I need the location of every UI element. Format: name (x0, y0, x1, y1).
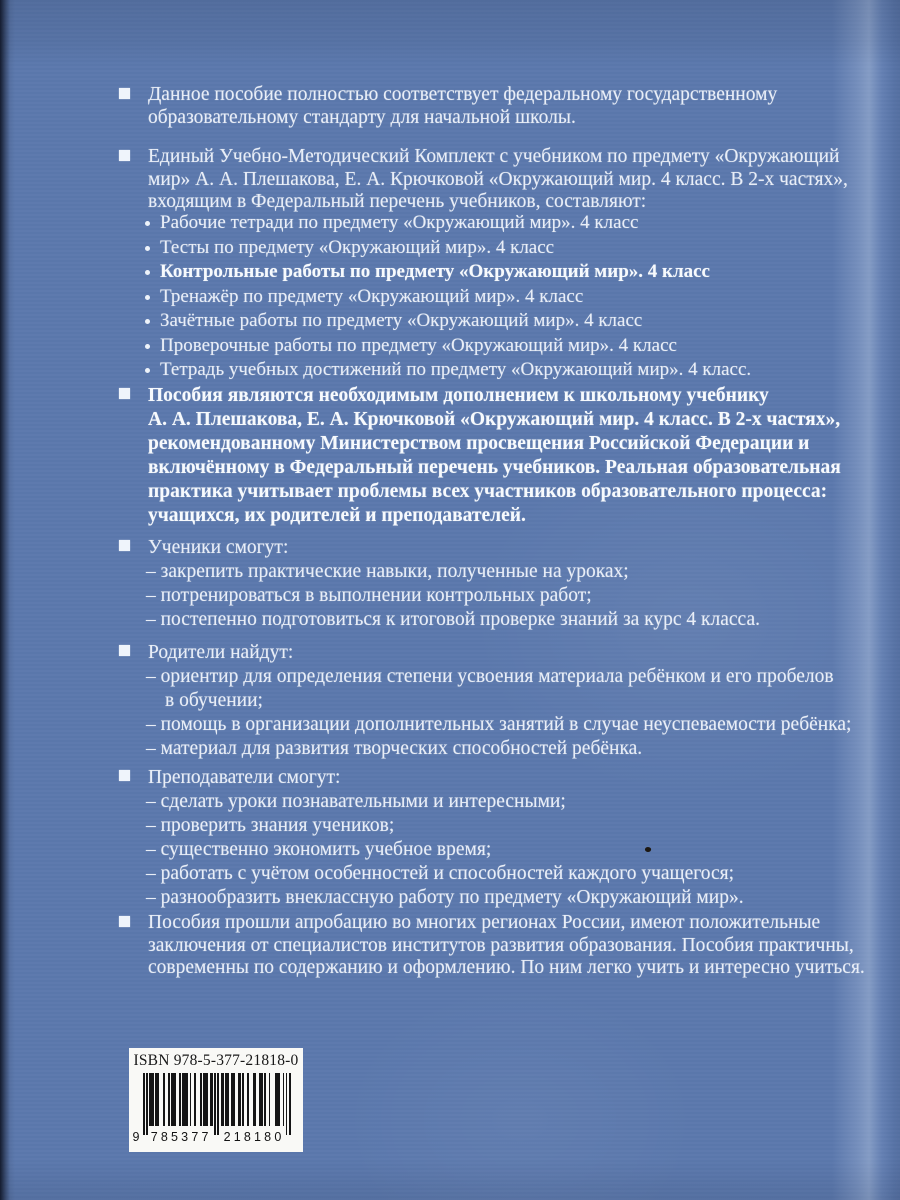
dot-bullet-icon (145, 295, 150, 300)
text-line: заключения от специалистов институтов развития образования. Пособия практичны, (148, 934, 854, 956)
barcode-bar (186, 1073, 188, 1126)
barcode-bar (255, 1073, 257, 1126)
barcode-bar (222, 1073, 224, 1126)
barcode-bar (289, 1073, 291, 1135)
barcode-bar (227, 1073, 229, 1126)
barcode-bar (278, 1073, 280, 1126)
list-item (118, 285, 878, 310)
paragraph (148, 384, 878, 528)
dash-item (118, 665, 878, 713)
square-bullet-icon (119, 88, 130, 99)
text-line: – разнообразить внеклассную работу по предмету «Окружающий мир». (146, 887, 744, 908)
barcode-panel (129, 1048, 303, 1152)
dash-item (118, 560, 878, 584)
list-item (118, 358, 878, 383)
text-line: – проверить знания учеников; (146, 815, 395, 836)
barcode-bar (211, 1073, 213, 1126)
square-bullet-icon (119, 388, 130, 399)
barcode-bar (261, 1073, 263, 1126)
text-line: – существенно экономить учебное время; (146, 839, 492, 860)
barcode-bar (264, 1073, 266, 1126)
text-line: – ориентир для определения степени усвоения материала ребёнком и его пробелов (146, 666, 834, 687)
text-line: Пособия прошли апробацию во многих регионах России, имеют положительные (148, 912, 821, 933)
text-line: мир» А. А. Плешакова, Е. А. Крючковой «Окружающий мир. 4 класс. В 2-х частях», (148, 168, 848, 190)
section-teachers (118, 766, 878, 910)
text-line: Единый Учебно-Методический Комплект с учебником по предмету «Окружающий (148, 146, 840, 167)
barcode-bar (163, 1073, 165, 1126)
barcode-bar (143, 1073, 145, 1135)
dash-item (118, 713, 878, 737)
dot-bullet-icon (145, 221, 150, 226)
list-item (118, 334, 878, 359)
text-line: рекомендованному Министерством просвещения Российской Федерации и (148, 433, 810, 454)
text-line: Проверочные работы по предмету «Окружающий мир». 4 класс (160, 334, 677, 356)
section-students (118, 536, 878, 632)
text-line: входящим в Федеральный перечень учебников, составляют: (148, 191, 647, 212)
isbn-label: ISBN 978-5-377-21818-0 (133, 1052, 299, 1069)
dash-item (118, 886, 878, 910)
section-parents (118, 641, 878, 761)
barcode-bar (194, 1073, 196, 1126)
barcode-first-digit: 9 (132, 1130, 140, 1144)
barcode-bar (247, 1073, 249, 1126)
square-bullet-icon (119, 770, 130, 781)
section-approbation-note (118, 912, 878, 980)
dash-item (118, 838, 878, 862)
barcode-bar (214, 1073, 216, 1135)
text-line: Пособия являются необходимым дополнением к школьному учебнику (148, 385, 769, 406)
text-line: – материал для развития творческих способностей ребёнка. (146, 738, 643, 759)
text-line: Тетрадь учебных достижений по предмету «Окружающий мир». 4 класс. (160, 359, 752, 380)
ean13-barcode (132, 1073, 291, 1151)
dot-bullet-icon (145, 319, 150, 324)
text-line: – постепенно подготовиться к итоговой проверке знаний за курс 4 класса. (146, 609, 760, 630)
barcode-bar (157, 1073, 159, 1126)
dash-list (118, 560, 878, 632)
barcode-bar (190, 1073, 192, 1126)
text-line: – работать с учётом особенностей и способностей каждого учащегося; (146, 863, 735, 884)
square-bullet-icon (119, 150, 130, 161)
text-line: Рабочие тетради по предмету «Окружающий мир». 4 класс (160, 212, 639, 233)
text-line: в обучении; (165, 690, 263, 711)
paragraph (148, 146, 878, 214)
text-line: практика учитывает проблемы всех участников образовательного процесса: (148, 481, 828, 502)
group-heading (148, 536, 878, 560)
dash-item (118, 814, 878, 838)
dot-bullet-icon (145, 246, 150, 251)
square-bullet-icon (119, 645, 130, 656)
text-line: включённому в Федеральный перечень учебников. Реальная образовательная (148, 457, 841, 478)
dash-list (118, 790, 878, 910)
section-supplement-note (118, 384, 878, 528)
text-line: Тренажёр по предмету «Окружающий мир». 4 класс (160, 285, 584, 307)
text-line: – сделать уроки познавательными и интересными; (146, 791, 566, 812)
text-line: – закрепить практические навыки, полученные на уроках; (146, 561, 629, 582)
dash-item (118, 862, 878, 886)
dot-bullet-icon (145, 344, 150, 349)
dash-list (118, 665, 878, 761)
dot-bullet-icon (145, 368, 150, 373)
section-umk-list (118, 211, 878, 383)
group-heading (148, 641, 878, 665)
list-item (118, 309, 878, 334)
square-bullet-icon (119, 540, 130, 551)
list-item (118, 211, 878, 236)
text-line: Данное пособие полностью соответствует федеральному государственному (148, 84, 778, 105)
barcode-bar (207, 1073, 209, 1126)
text-line: – потренироваться в выполнении контрольных работ; (146, 585, 592, 606)
dash-item (118, 584, 878, 608)
dot-bullet-icon (145, 270, 150, 275)
text-line: учащихся, их родителей и преподавателей. (148, 505, 526, 526)
text-line: Ученики смогут: (148, 537, 289, 558)
text-line: – помощь в организации дополнительных занятий в случае неуспеваемости ребёнка; (146, 714, 852, 735)
text-line: А. А. Плешакова, Е. А. Крючковой «Окружающий мир. 4 класс. В 2-х частях», (148, 409, 841, 430)
barcode-bar (146, 1073, 148, 1135)
dash-item (118, 608, 878, 632)
barcode-bar (239, 1073, 241, 1126)
text-line: Контрольные работы по предмету «Окружающий мир». 4 класс (160, 261, 710, 282)
text-line: Преподаватели смогут: (148, 767, 341, 788)
text-line: образовательному стандарту для начальной школы. (148, 106, 576, 128)
barcode-bar (283, 1073, 285, 1126)
paragraph (148, 912, 878, 980)
dash-item (118, 737, 878, 761)
barcode-bar (242, 1073, 244, 1126)
text-line: Родители найдут: (148, 642, 294, 663)
barcode-bar (200, 1073, 202, 1126)
text-line: современны по содержанию и оформлению. По ним легко учить и интересно учиться. (148, 957, 865, 978)
barcode-bar (179, 1073, 181, 1126)
barcode-right-digits: 218180 (223, 1130, 285, 1144)
square-bullet-icon (119, 916, 130, 927)
barcode-bar (168, 1073, 170, 1126)
bullet-list (118, 211, 878, 383)
list-item (118, 236, 878, 261)
text-line: Тесты по предмету «Окружающий мир». 4 класс (160, 236, 555, 258)
barcode-left-digits: 785377 (150, 1130, 212, 1144)
barcode-bar (174, 1073, 176, 1126)
barcode-bar (217, 1073, 219, 1135)
section-umk-intro (118, 146, 878, 214)
barcode-bar (286, 1073, 288, 1135)
barcode-bar (152, 1073, 154, 1126)
paragraph (148, 84, 878, 129)
text-line: Зачётные работы по предмету «Окружающий мир». 4 класс (160, 310, 643, 331)
dash-item (118, 790, 878, 814)
list-item (118, 260, 878, 285)
barcode-bar (269, 1073, 271, 1126)
group-heading (148, 766, 878, 790)
section-fgos-note (118, 84, 878, 129)
barcode-bar (233, 1073, 235, 1126)
